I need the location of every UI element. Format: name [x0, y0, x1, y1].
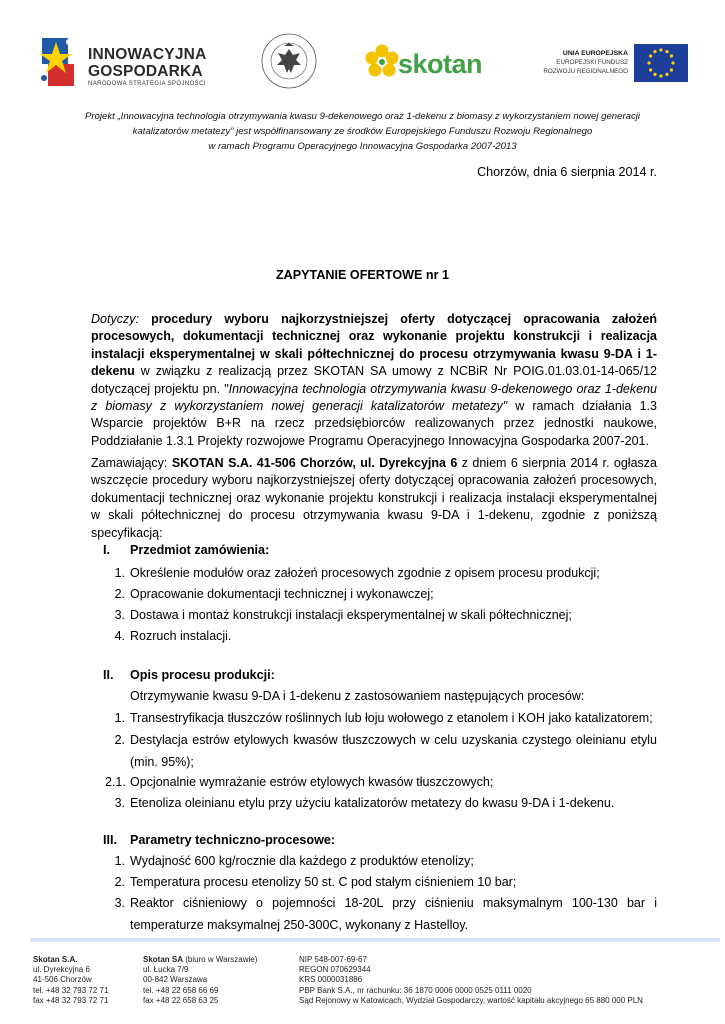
item-text: Określenie modułów oraz założeń procesowych zgodnie z opisem procesu produkcji; [130, 566, 600, 580]
footer-krs: KRS 0000031886 [299, 975, 363, 985]
uniwersytet-warszawski-seal [260, 32, 318, 90]
subject-paragraph [91, 311, 657, 450]
eu-line3: ROZWOJU REGIONALNEGO [543, 68, 628, 75]
project-note-line3: w ramach Programu Operacyjnego Innowacyjna Gospodarka 2007-2013 [208, 141, 517, 152]
item-number: 1. [114, 854, 125, 868]
eu-flag-icon [634, 44, 688, 82]
footer-regon: REGON 070629344 [299, 965, 371, 975]
section-2-intro: Otrzymywanie kwasu 9-DA i 1-dekenu z zastosowaniem następujących procesów: [130, 689, 585, 703]
header-logos [38, 32, 688, 94]
footer-fax: fax +48 32 793 72 71 [33, 995, 109, 1005]
footer-nip: NIP 548-007-69-67 [299, 955, 367, 964]
item-number: 2. [114, 733, 125, 747]
item-text: Opracowanie dokumentacji technicznej i wykonawczej; [130, 587, 434, 601]
ordering-bold: SKOTAN S.A. 41-506 Chorzów, ul. Dyrekcyjna 6 [171, 456, 458, 470]
footer-divider [30, 938, 720, 942]
footer-bank: PBP Bank S.A., nr rachunku: 36 1870 0006 0000 0525 0111 0020 [299, 985, 532, 995]
ordering-lead: Zamawiający: [91, 456, 168, 470]
item-text: Destylacja estrów etylowych kwasów tłuszczowych w celu uzyskania czystego oleinianu etylu (min. 95%); [130, 733, 657, 769]
item-text: Dostawa i montaż konstrukcji instalacji eksperymentalnej w skali półtechnicznej; [130, 608, 572, 622]
eu-line2: EUROPEJSKI FUNDUSZ [556, 59, 628, 66]
subject-end: w ramach działania 1.3 Wsparcie projektów B+R na rzecz przedsiębiorców realizowanych przez jednostki naukowe, Poddziałanie 1.3.1 Projekty rozwojowe Programu Operacyjnego Innowacyjna Gospodarka 2007-201. [91, 399, 657, 448]
ig-line2: GOSPODARKA [88, 63, 203, 80]
footer-city: 41-506 Chorzów [33, 975, 92, 985]
subject-project-name: Innowacyjna technologia otrzymywania kwasu 9-dekenowego oraz 1-dekenu z biomasy z wykorzystaniem nowej generacji katalizatorów metatezy" [91, 381, 657, 414]
item-text: Etenoliza oleinianu etylu przy użyciu katalizatorów metatezy do kwasu 9-DA i 1-dekenu. [130, 796, 615, 810]
subject-bold: procedury wyboru najkorzystniejszej oferty dotyczącej opracowania założeń procesowych, dokumentacji technicznej oraz wykonanie projektu konstrukcji i realizacja instalacji eksperymentalnej w skali półtechnicznej do procesu otrzymywania kwasu 9-DA i 1-dekenu [91, 312, 657, 379]
item-number: 2. [114, 587, 125, 601]
eu-logo [532, 44, 688, 88]
document-date: Chorzów, dnia 6 sierpnia 2014 r. [477, 165, 657, 179]
item-number: 3. [114, 896, 125, 910]
star-flag-icon [38, 34, 80, 90]
item-number: 3. [114, 608, 125, 622]
item-text: Temperatura procesu etenolizy 50 st. C pod stałym ciśnieniem 10 bar; [130, 875, 517, 889]
item-text: Opcjonalnie wymrażanie estrów etylowych kwasów tłuszczowych; [130, 775, 494, 789]
footer-street: ul. Dyrekcyjna 6 [33, 965, 90, 975]
ig-line3: NARODOWA STRATEGIA SPÓJNOŚCI [88, 81, 206, 87]
flower-icon [364, 44, 400, 80]
item-number: 2.1. [105, 775, 126, 789]
eagle-seal-icon [260, 32, 318, 90]
ordering-end: z dniem 6 sierpnia 2014 r. ogłasza wszczęcie procedury wyboru najkorzystniejszej oferty dotyczącej opracowania założeń procesowych, dokumentacji technicznej oraz wykonanie projektu konstrukcji i realizacja instalacji eksperymentalnej w skali półtechnicznej do procesu otrzymywania kwasu 9-DA i 1-dekenu, zgodnie z poniższą specyfikacją: [91, 456, 657, 540]
footer-office-street: ul. Łucka 7/9 [143, 965, 189, 975]
section-3-heading [103, 833, 335, 847]
eu-line1: UNIA EUROPEJSKA [562, 50, 628, 57]
skotan-wordmark: skotan [398, 49, 483, 79]
item-number: 4. [114, 629, 125, 643]
footer-court: Sąd Rejonowy w Katowicach, Wydział Gospodarczy, wartość kapitału akcyjnego 65 880 000 PLN [299, 995, 643, 1005]
section-3-title: Parametry techniczno-procesowe: [130, 833, 336, 847]
item-text: Reaktor ciśnieniowy o pojemności 18-20L przy ciśnieniu maksymalnym 100-130 bar i temperaturze maksymalnej 250-300C, wykonany z Hastelloy. [130, 896, 657, 932]
skotan-logo [364, 40, 488, 84]
project-note-line2: katalizatorów metatezy” jest współfinansowany ze środków Europejskiego Funduszu Rozwoju Regionalnego [132, 126, 593, 137]
item-number: 2. [114, 875, 125, 889]
section-1-heading [103, 543, 269, 557]
section-2-num: II. [103, 668, 114, 682]
section-2-heading [103, 668, 275, 682]
footer-registry [299, 955, 643, 1006]
project-note [80, 109, 645, 154]
footer-phone: tel. +48 32 793 72 71 [33, 985, 109, 995]
item-text: Wydajność 600 kg/rocznie dla każdego z produktów etenolizy; [130, 854, 474, 868]
item-number: 3. [114, 796, 125, 810]
section-3-num: III. [103, 833, 117, 847]
footer-office-note: (biuro w Warszawie) [183, 955, 258, 964]
subject-lead: Dotyczy: [91, 312, 139, 326]
section-1-title: Przedmiot zamówienia: [130, 543, 270, 557]
innowacyjna-gospodarka-logo [38, 34, 223, 92]
footer-office-phone: tel. +48 22 658 66 69 [143, 985, 219, 995]
footer-office-city: 00-842 Warszawa [143, 975, 208, 985]
project-note-line1: Projekt „Innowacyjna technologia otrzymywania kwasu 9-dekenowego oraz 1-dekenu z biomasy z wykorzystaniem nowej generacji [84, 111, 641, 122]
footer-office-fax: fax +48 22 658 63 25 [143, 995, 219, 1005]
footer-company [33, 955, 108, 1006]
item-text: Rozruch instalacji. [130, 629, 232, 643]
section-1-num: I. [103, 543, 110, 557]
footer-office-name: Skotan SA [143, 955, 184, 964]
document-title: ZAPYTANIE OFERTOWE nr 1 [275, 268, 450, 282]
subject-mid: w związku z realizacją przez SKOTAN SA umowy z NCBiR Nr POIG.01.03.01-14-065/12 dotyczącej projektu pn. " [91, 364, 657, 396]
ig-line1: INNOWACYJNA [88, 46, 207, 63]
section-2-title: Opis procesu produkcji: [130, 668, 275, 682]
item-text: Transestryfikacja tłuszczów roślinnych lub łoju wołowego z etanolem i KOH jako katalizatorem; [130, 711, 653, 725]
footer-warsaw-office [143, 955, 257, 1006]
footer-company-name: Skotan S.A. [33, 955, 78, 964]
ordering-party-paragraph [91, 455, 657, 542]
item-number: 1. [114, 711, 125, 725]
item-number: 1. [114, 566, 125, 580]
